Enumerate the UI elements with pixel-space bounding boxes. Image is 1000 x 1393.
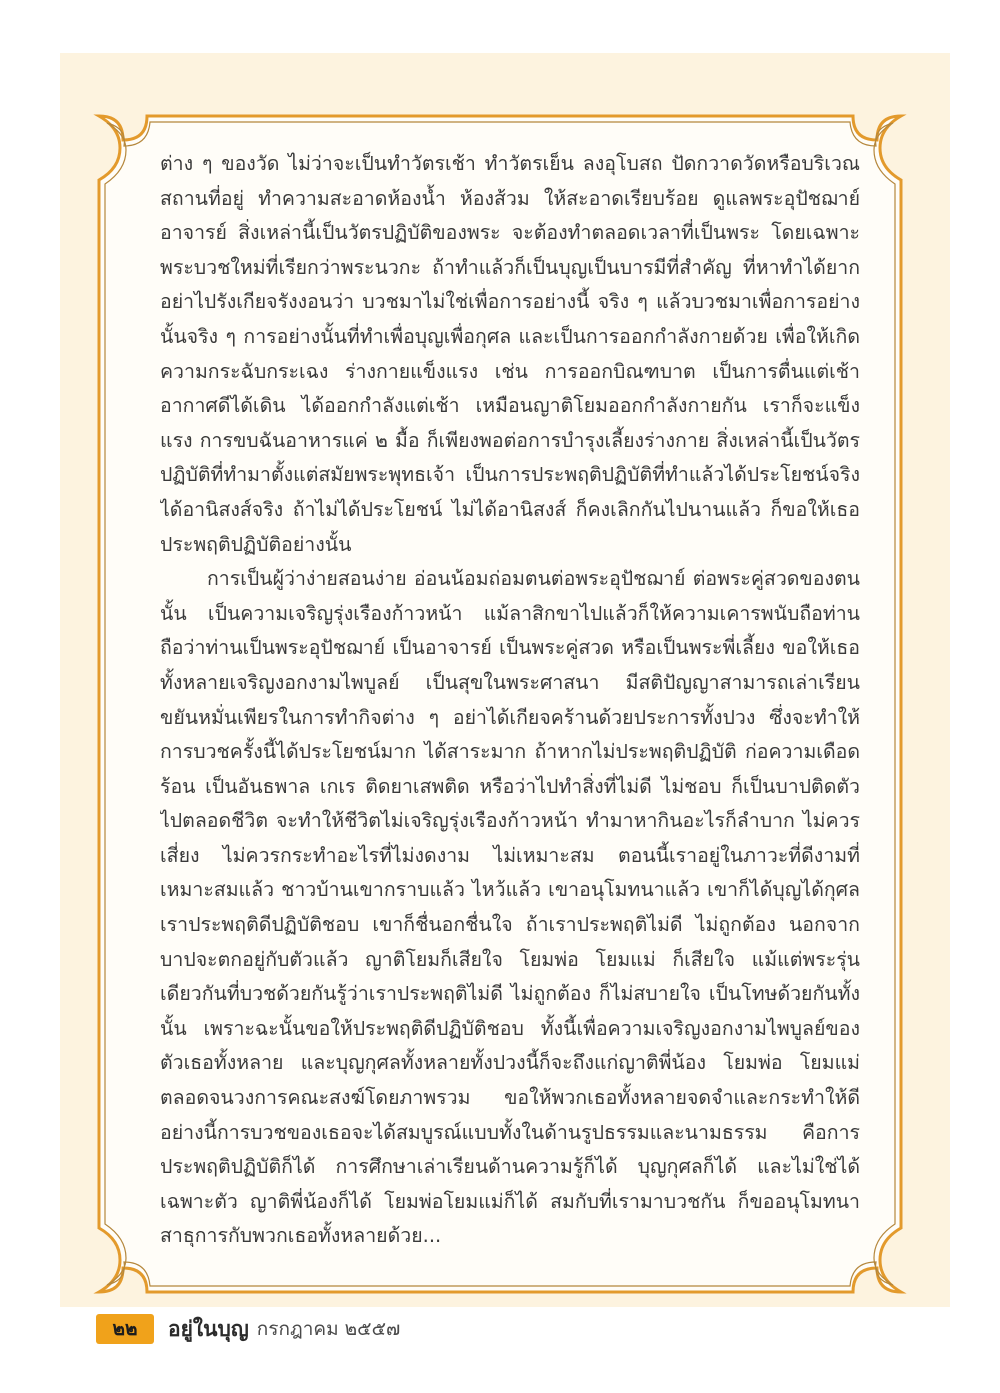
article-body	[160, 147, 860, 1247]
article-paragraph-1: ต่าง ๆ ของวัด ไม่ว่าจะเป็นทำวัตรเช้า ทำวัตรเย็น ลงอุโบสถ ปัดกวาดวัดหรือบริเวณสถานที่อยู่ ทำความสะอาดห้องน้ำ ห้องส้วม ให้สะอาดเรียบร้อย ดูแลพระอุปัชฌาย์อาจารย์ สิ่งเหล่านี้เป็นวัตรปฏิบัติของพระ จะต้องทำตลอดเวลาที่เป็นพระ โดยเฉพาะพระบวชใหม่ที่เรียกว่าพระนวกะ ถ้าทำแล้วก็เป็นบุญเป็นบารมีที่สำคัญ ที่หาทำได้ยาก อย่าไปรังเกียจรังงอนว่า บวชมาไม่ใช่เพื่อการอย่างนี้ จริง ๆ แล้วบวชมาเพื่อการอย่างนั้นจริง ๆ การอย่างนั้นที่ทำเพื่อบุญเพื่อกุศล และเป็นการออกกำลังกายด้วย เพื่อให้เกิดความกระฉับกระเฉง ร่างกายแข็งแรง เช่น การออกบิณฑบาต เป็นการตื่นแต่เช้า อากาศดีได้เดิน ได้ออกกำลังแต่เช้า เหมือนญาติโยมออกกำลังกายกัน เราก็จะแข็งแรง การขบฉันอาหารแค่ ๒ มื้อ ก็เพียงพอต่อการบำรุงเลี้ยงร่างกาย สิ่งเหล่านี้เป็นวัตรปฏิบัติที่ทำมาตั้งแต่สมัยพระพุทธเจ้า เป็นการประพฤติปฏิบัติที่ทำแล้วได้ประโยชน์จริง ได้อานิสงส์จริง ถ้าไม่ได้ประโยชน์ ไม่ได้อานิสงส์ ก็คงเลิกกันไปนานแล้ว ก็ขอให้เธอประพฤติปฏิบัติอย่างนั้น	[160, 152, 860, 556]
magazine-title: อยู่ในบุญ	[168, 1316, 249, 1341]
page-number-badge: ๒๒	[96, 1314, 154, 1344]
article-paragraph-2: การเป็นผู้ว่าง่ายสอนง่าย อ่อนน้อมถ่อมตนต่อพระอุปัชฌาย์ ต่อพระคู่สวดของตนนั้น เป็นความเจริญรุ่งเรืองก้าวหน้า แม้ลาสิกขาไปแล้วก็ให้ความเคารพนับถือท่านถือว่าท่านเป็นพระอุปัชฌาย์ เป็นอาจารย์ เป็นพระคู่สวด หรือเป็นพระพี่เลี้ยง ขอให้เธอทั้งหลายเจริญงอกงามไพบูลย์ เป็นสุขในพระศาสนา มีสติปัญญาสามารถเล่าเรียน ขยันหมั่นเพียรในการทำกิจต่าง ๆ อย่าได้เกียจคร้านด้วยประการทั้งปวง ซึ่งจะทำให้การบวชครั้งนี้ได้ประโยชน์มาก ได้สาระมาก ถ้าหากไม่ประพฤติปฏิบัติ ก่อความเดือดร้อน เป็นอันธพาล เกเร ติดยาเสพติด หรือว่าไปทำสิ่งที่ไม่ดี ไม่ชอบ ก็เป็นบาปติดตัวไปตลอดชีวิต จะทำให้ชีวิตไม่เจริญรุ่งเรืองก้าวหน้า ทำมาหากินอะไรก็ลำบาก ไม่ควรเสี่ยง ไม่ควรกระทำอะไรที่ไม่งดงาม ไม่เหมาะสม ตอนนี้เราอยู่ในภาวะที่ดีงามที่เหมาะสมแล้ว ชาวบ้านเขากราบแล้ว ไหว้แล้ว เขาอนุโมทนาแล้ว เขาก็ได้บุญได้กุศล เราประพฤติดีปฏิบัติชอบ เขาก็ชื่นอกชื่นใจ ถ้าเราประพฤติไม่ดี ไม่ถูกต้อง นอกจากบาปจะตกอยู่กับตัวแล้ว ญาติโยมก็เสียใจ โยมพ่อ โยมแม่ ก็เสียใจ แม้แต่พระรุ่นเดียวกันที่บวชด้วยกันรู้ว่าเราประพฤติไม่ดี ไม่ถูกต้อง ก็ไม่สบายใจ เป็นโทษด้วยกันทั้งนั้น เพราะฉะนั้นขอให้ประพฤติดีปฏิบัติชอบ ทั้งนี้เพื่อความเจริญงอกงามไพบูลย์ของตัวเธอทั้งหลาย และบุญกุศลทั้งหลายทั้งปวงนี้ก็จะถึงแก่ญาติพี่น้อง โยมพ่อ โยมแม่ ตลอดจนวงการคณะสงฆ์โดยภาพรวม ขอให้พวกเธอทั้งหลายจดจำและกระทำให้ดี อย่างนี้การบวชของเธอจะได้สมบูรณ์แบบทั้งในด้านรูปธรรมและนามธรรม คือการประพฤติปฏิบัติก็ได้ การศึกษาเล่าเรียนด้านความรู้ก็ได้ บุญกุศลก็ได้ และไม่ใช่ได้เฉพาะตัว ญาติพี่น้องก็ได้ โยมพ่อโยมแม่ก็ได้ สมกับที่เรามาบวชกัน ก็ขออนุโมทนาสาธุการกับพวกเธอทั้งหลายด้วย...	[160, 567, 860, 1247]
page-footer	[96, 1312, 400, 1346]
issue-date: กรกฎาคม ๒๕๕๗	[256, 1318, 401, 1340]
